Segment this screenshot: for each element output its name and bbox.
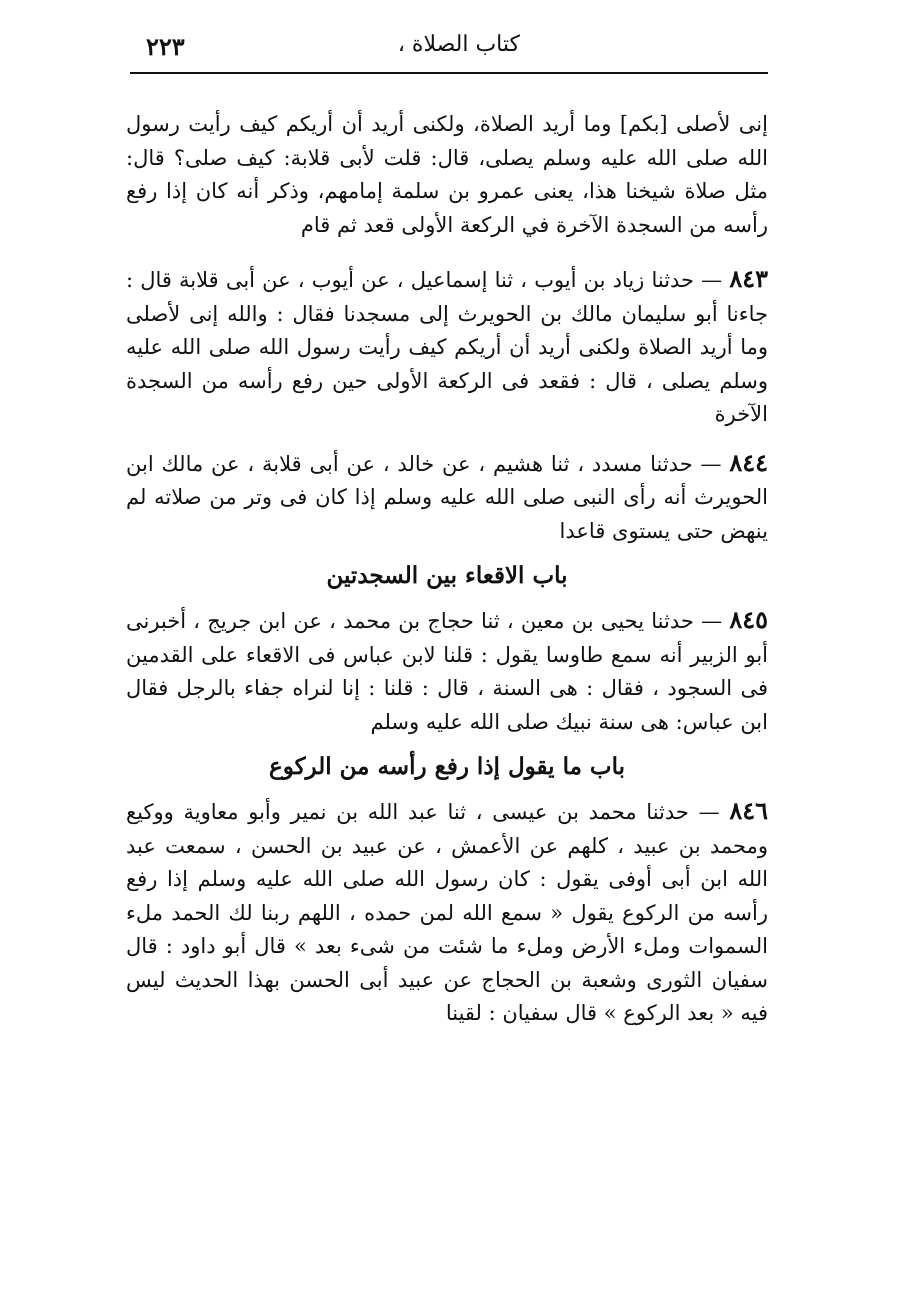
hadith-number: ٨٤٦ — [729, 796, 768, 825]
hadith-number: ٨٤٥ — [729, 605, 768, 634]
hadith-845 — [126, 603, 768, 739]
hadith-number: ٨٤٤ — [729, 447, 768, 477]
body-text — [126, 108, 768, 1045]
header-rule — [130, 72, 768, 74]
running-head — [120, 20, 768, 68]
chapter-heading: باب ما يقول إذا رفع رأسه من الركوع — [268, 753, 625, 780]
chapter-heading: باب الاقعاء بين السجدتين — [326, 562, 568, 589]
hadith-text: — حدثنا محمد بن عيسى ، ثنا عبد الله بن نمير وأبو معاوية ووكيع ومحمد بن عبيد ، كلهم عن الأعمش ، عن عبيد بن الحسن ، سمعت عبد الله ابن أبى أوفى يقول : كان رسول الله صلى الله عليه وسلم إذا رفع رأسه من الركوع يقول « سمع الله لمن حمده ، اللهم ربنا لك الحمد ملء السموات وملء الأرض وملء ما شئت من شىء بعد » قال أبو داود : قال سفيان الثورى وشعبة بن الحجاج عن عبيد أبى الحسن بهذا الحديث ليس فيه « بعد الركوع » قال سفيان : لقينا — [126, 800, 768, 1025]
hadith-text: — حدثنا مسدد ، ثنا هشيم ، عن خالد ، عن أبى قلابة ، عن مالك ابن الحويرث أنه رأى النبى صلى الله عليه وسلم إذا كان فى وتر من صلاته لم ينهض حتى يستوى قاعدا — [126, 451, 768, 543]
hadith-844 — [126, 446, 768, 549]
hadith-number: ٨٤٣ — [729, 264, 768, 293]
running-title: كتاب الصلاة ، — [397, 32, 520, 57]
hadith-843 — [126, 262, 768, 432]
hadith-text: — حدثنا زياد بن أيوب ، ثنا إسماعيل ، عن أيوب ، عن أبى قلابة قال : جاءنا أبو سليمان مالك بن الحويرث إلى مسجدنا فقال : والله إنى لأصلى وما أريد الصلاة ولكنى أريد أن أريكم كيف رأيت رسول الله صلى الله عليه وسلم يصلى ، قال : فقعد فى الركعة الأولى حين رفع رأسه من السجدة الآخرة — [126, 268, 768, 426]
hadith-846 — [126, 794, 768, 1031]
paragraph-continuation: إنى لأصلى [بكم] وما أريد الصلاة، ولكنى أريد أن أريكم كيف رأيت رسول الله صلى الله عليه وسلم يصلى، قال: قلت لأبى قلابة: كيف صلى؟ قال: مثل صلاة شيخنا هذا، يعنى عمرو بن سلمة إمامهم، وذكر أنه كان إذا رفع رأسه من السجدة الآخرة في الركعة الأولى قعد ثم قام — [126, 112, 768, 237]
page-number: ٢٢٣ — [146, 32, 185, 61]
hadith-text: — حدثنا يحيى بن معين ، ثنا حجاج بن محمد ، عن ابن جريج ، أخبرنى أبو الزبير أنه سمع طاوسا يقول : قلنا لابن عباس فى الاقعاء على القدمين فى السجود ، فقال : هى السنة ، قال : قلنا : إنا لنراه جفاء بالرجل فقال ابن عباس: هى سنة نبيك صلى الله عليه وسلم — [126, 609, 768, 734]
book-page — [120, 20, 768, 1290]
